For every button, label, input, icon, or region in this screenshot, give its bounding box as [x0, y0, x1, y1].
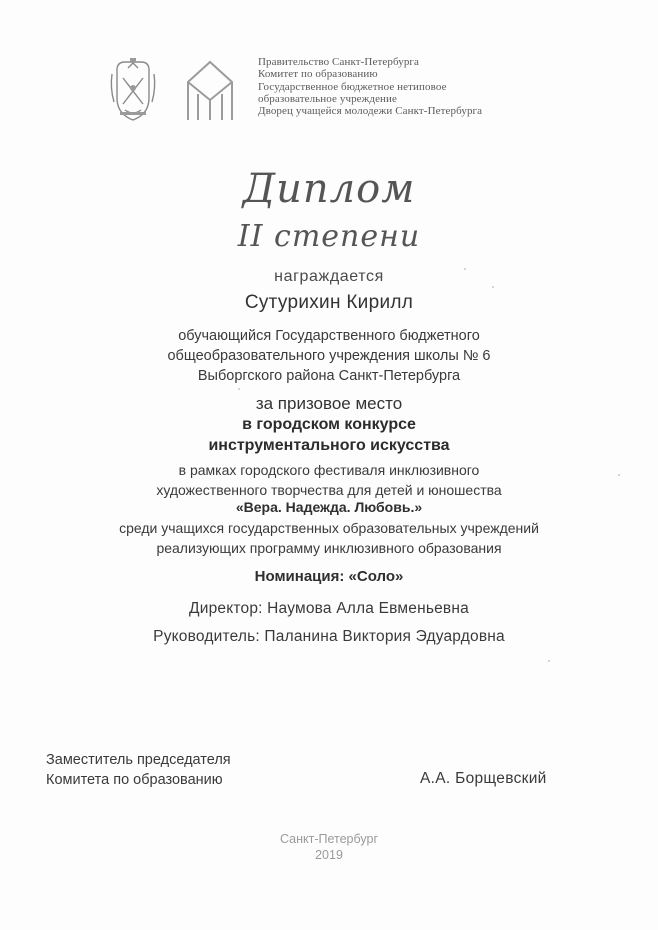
prize-text: за призовое место — [255, 394, 403, 413]
org-line: Правительство Санкт-Петербурга — [258, 56, 420, 68]
director-text: Директор: Наумова Алла Евменьевна — [189, 600, 469, 617]
diploma-title: Диплом — [242, 166, 416, 212]
affiliation-line: обучающийся Государственного бюджетного — [178, 328, 480, 344]
scan-speck — [238, 388, 240, 390]
participants-line: среди учащихся государственных образовательных учреждений — [119, 520, 539, 536]
recipient-name: Сутурихин Кирилл — [244, 292, 414, 313]
palace-youth-logo-icon — [180, 60, 240, 122]
scan-speck — [618, 474, 620, 476]
nomination-text: Номинация: «Соло» — [254, 568, 404, 585]
contest-line: инструментального искусства — [208, 437, 450, 454]
supervisor-text: Руководитель: Паланина Виктория Эдуардовна — [153, 628, 505, 645]
festival-motto: «Вера. Надежда. Любовь.» — [235, 499, 423, 515]
participants-line: реализующих программу инклюзивного образования — [156, 540, 502, 556]
footer-year: 2019 — [315, 848, 343, 862]
org-line: Дворец учащейся молодежи Санкт-Петербурга — [258, 105, 483, 118]
signer-position — [46, 750, 231, 790]
organization-lines — [258, 56, 568, 117]
scan-speck — [548, 660, 550, 662]
scan-speck — [464, 268, 466, 270]
org-line: образовательное учреждение — [258, 92, 398, 105]
contest-line: в городском конкурсе — [242, 416, 416, 433]
signer-name: А.А. Борщевский — [420, 770, 547, 787]
affiliation-line: Выборгского района Санкт-Петербурга — [197, 368, 461, 384]
festival-line: художественного творчества для детей и юношества — [156, 482, 502, 498]
signer-position-line: Комитета по образованию — [46, 772, 223, 788]
org-line: Комитет по образованию — [258, 68, 378, 81]
diploma-header — [108, 56, 568, 130]
affiliation-line: общеобразовательного учреждения школы № 6 — [167, 348, 491, 364]
awarded-text: награждается — [274, 268, 384, 285]
diploma-degree: II степени — [237, 219, 421, 254]
student-affiliation — [0, 326, 658, 386]
st-petersburg-coat-of-arms-icon — [108, 58, 158, 124]
festival-text — [0, 460, 658, 500]
festival-line: в рамках городского фестиваля инклюзивного — [178, 462, 480, 478]
participants-text — [0, 518, 658, 558]
org-line: Государственное бюджетное нетиповое — [258, 80, 447, 93]
signer-position-line: Заместитель председателя — [46, 752, 231, 768]
scan-speck — [492, 286, 494, 288]
footer-city: Санкт-Петербург — [279, 832, 379, 846]
